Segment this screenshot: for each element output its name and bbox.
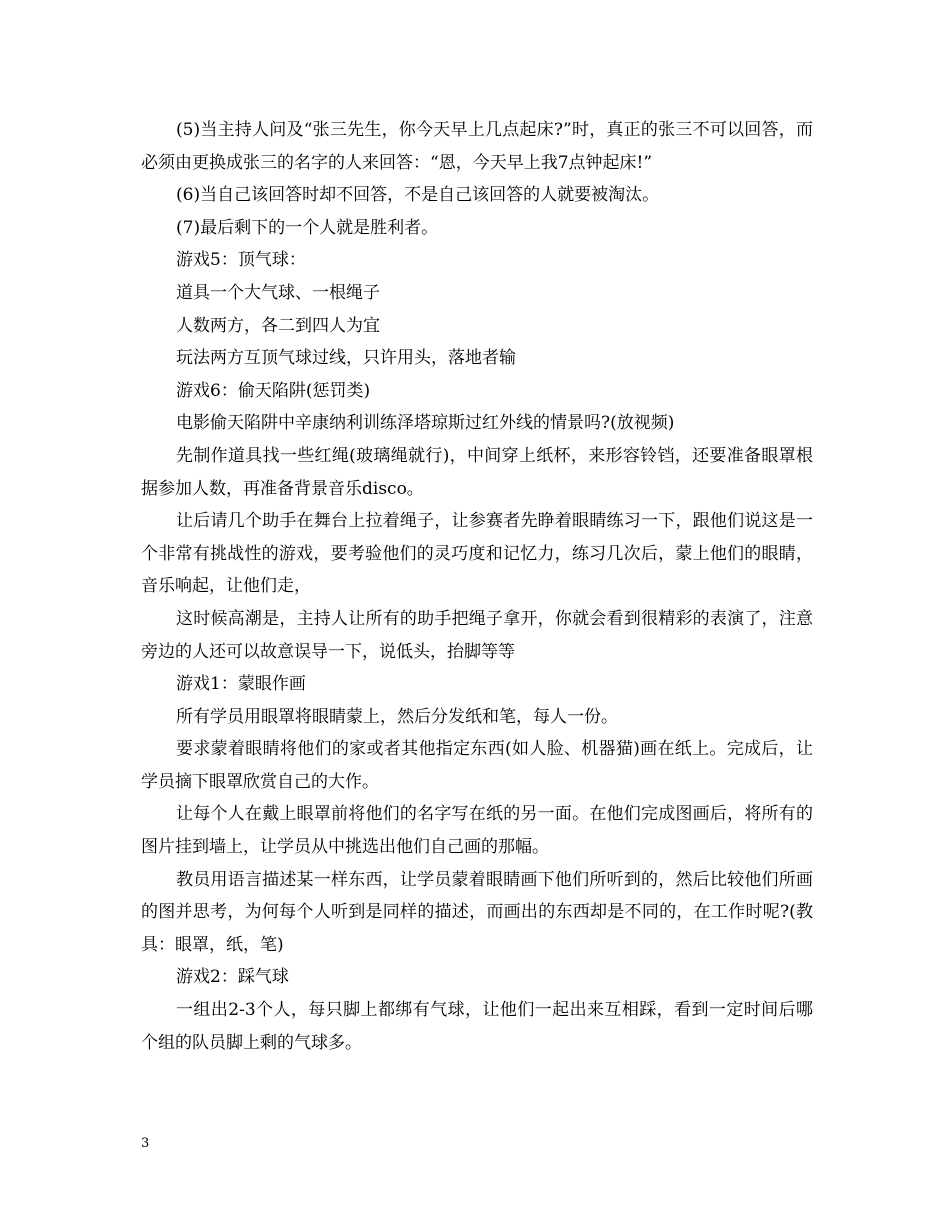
paragraph: 玩法两方互顶气球过线，只许用头，落地者输 bbox=[176, 348, 516, 369]
paragraph: 让后请几个助手在舞台上拉着绳子，让参赛者先睁着眼睛练习一下，跟他们说这是一个非常有挑战性的游戏，要考验他们的灵巧度和记忆力，练习几次后，蒙上他们的眼睛，音乐响起，让他们走， bbox=[141, 511, 813, 597]
paragraph: (6)当自己该回答时却不回答，不是自己该回答的人就要被淘汰。 bbox=[176, 185, 660, 206]
paragraph: 这时候高潮是，主持人让所有的助手把绳子拿开，你就会看到很精彩的表演了，注意旁边的人还可以故意误导一下，说低头，抬脚等等 bbox=[141, 608, 813, 662]
paragraph: 要求蒙着眼睛将他们的家或者其他指定东西(如人脸、机器猫)画在纸上。完成后，让学员摘下眼罩欣赏自己的大作。 bbox=[141, 739, 813, 792]
paragraph: 先制作道具找一些红绳(玻璃绳就行)，中间穿上纸杯，来形容铃铛，还要准备眼罩根据参加人数，再准备背景音乐disco。 bbox=[141, 445, 813, 499]
game-heading: 游戏6：偷天陷阱(惩罚类) bbox=[176, 380, 371, 401]
paragraph: (7)最后剩下的一个人就是胜利者。 bbox=[176, 217, 439, 238]
game-heading: 游戏5：顶气球： bbox=[176, 250, 306, 271]
page-body bbox=[141, 114, 813, 1059]
paragraph: 人数两方，各二到四人为宜 bbox=[176, 315, 380, 336]
paragraph: (5)当主持人问及“张三先生，你今天早上几点起床?”时，真正的张三不可以回答，而必须由更换成张三的名字的人来回答：“恩，今天早上我7点钟起床!” bbox=[141, 120, 813, 173]
paragraph: 让每个人在戴上眼罩前将他们的名字写在纸的另一面。在他们完成图画后，将所有的图片挂到墙上，让学员从中挑选出他们自己画的那幅。 bbox=[141, 804, 813, 858]
page-number: 3 bbox=[141, 1136, 150, 1151]
paragraph: 道具一个大气球、一根绳子 bbox=[176, 282, 380, 303]
game-heading: 游戏1：蒙眼作画 bbox=[176, 674, 306, 695]
paragraph: 所有学员用眼罩将眼睛蒙上，然后分发纸和笔，每人一份。 bbox=[176, 706, 618, 727]
game-heading: 游戏2：踩气球 bbox=[176, 967, 289, 988]
paragraph: 电影偷天陷阱中辛康纳利训练泽塔琼斯过红外线的情景吗?(放视频) bbox=[176, 413, 675, 434]
paragraph: 教员用语言描述某一样东西，让学员蒙着眼睛画下他们所听到的，然后比较他们所画的图并思考，为何每个人听到是同样的描述，而画出的东西却是不同的，在工作时呢?(教具：眼罩，纸，笔) bbox=[141, 869, 813, 955]
paragraph: 一组出2-3个人，每只脚上都绑有气球，让他们一起出来互相踩，看到一定时间后哪个组的队员脚上剩的气球多。 bbox=[141, 1000, 813, 1053]
